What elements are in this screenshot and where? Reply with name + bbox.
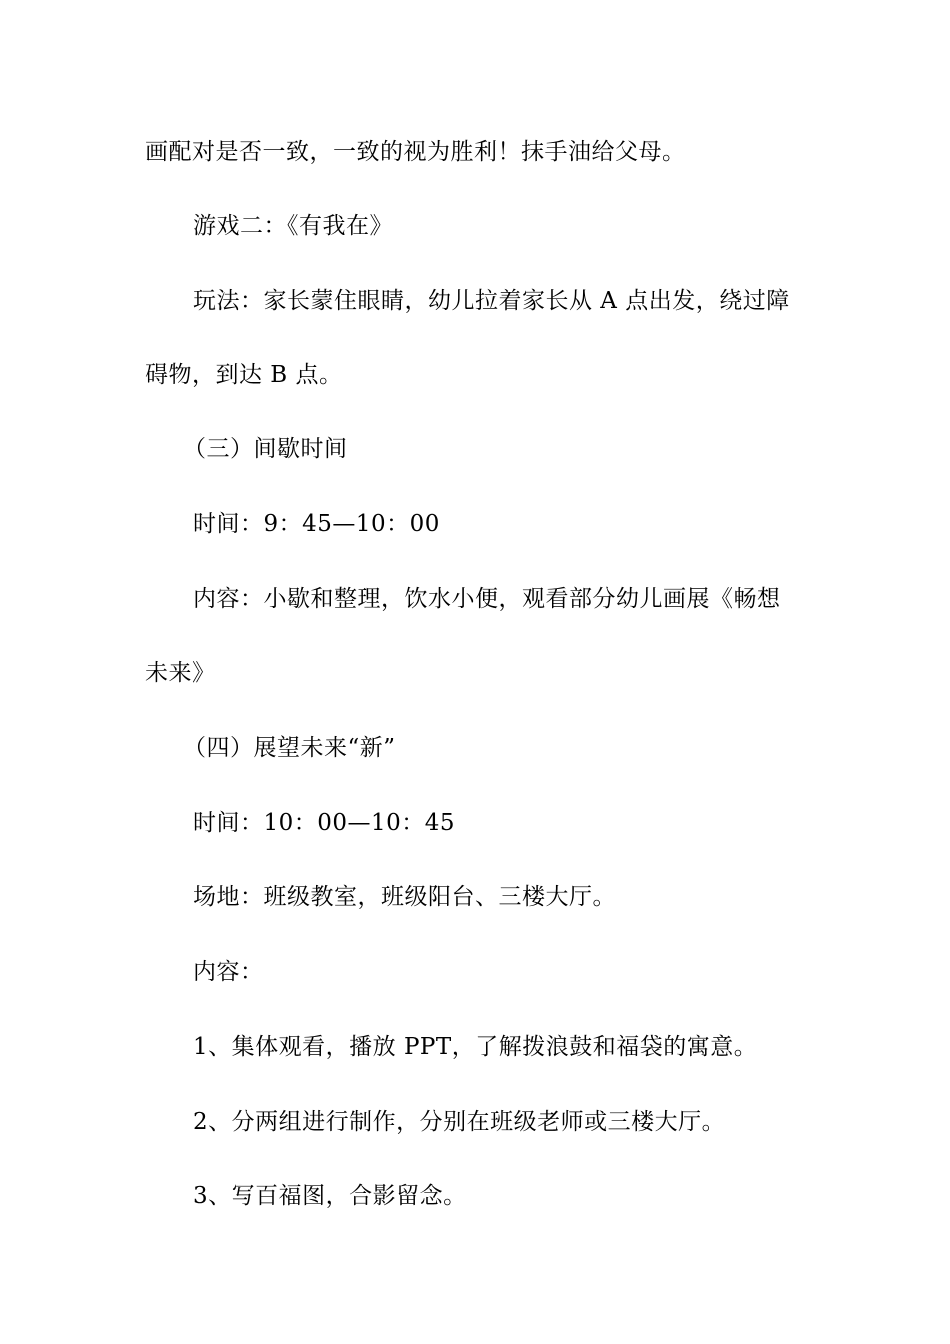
break-time-line: 时间：9：45—10：00 (193, 511, 440, 537)
venue-line: 场地：班级教室，班级阳台、三楼大厅。 (193, 884, 616, 910)
content-label-line: 内容： (193, 959, 264, 985)
list-item-3: 3、写百福图，合影留念。 (193, 1183, 467, 1209)
section-three-heading: （三）间歇时间 (183, 436, 348, 462)
gameplay-line: 玩法：家长蒙住眼睛，幼儿拉着家长从 A 点出发，绕过障 (193, 288, 790, 314)
break-content-line: 内容：小歇和整理，饮水小便，观看部分幼儿画展《畅想 (193, 586, 781, 612)
section-four-time-line: 时间：10：00—10：45 (193, 810, 456, 836)
list-item-2: 2、分两组进行制作，分别在班级老师或三楼大厅。 (193, 1109, 726, 1135)
text-line-continuation: 画配对是否一致，一致的视为胜利！抹手油给父母。 (145, 139, 686, 165)
gameplay-line-cont: 碍物，到达 B 点。 (145, 362, 343, 388)
break-content-line-cont: 未来》 (145, 660, 216, 686)
section-four-heading: （四）展望未来“新” (183, 735, 396, 761)
game-two-heading: 游戏二：《有我在》 (193, 213, 393, 239)
list-item-1: 1、集体观看，播放 PPT，了解拨浪鼓和福袋的寓意。 (193, 1034, 758, 1060)
